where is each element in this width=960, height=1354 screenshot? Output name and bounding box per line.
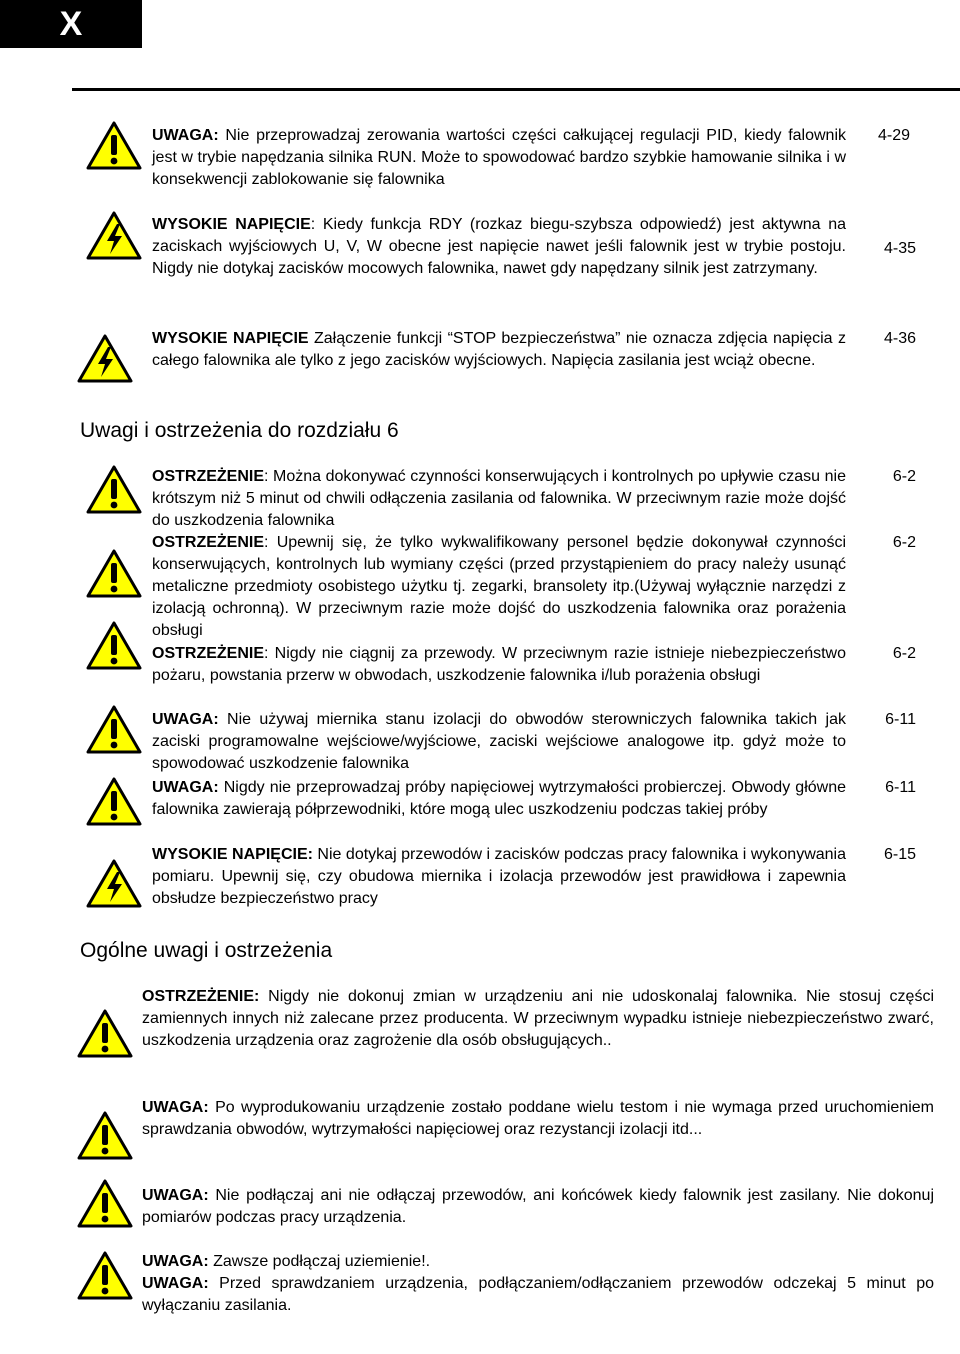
exclamation-warning-icon [86, 620, 142, 670]
note-qualified-personnel: OSTRZEŻENIE: Upewnij się, że tylko wykwalifikowany personel będzie dokonywał czynności konserwujących, kontrolnych lub wymiany części (przed przystąpieniem do pracy należy usunąć metaliczne przedmioty osobistego użytku tj. zegarki, bransolety itp.(Używaj wyłącznie narzędzi z izolacją ochronną). W przeciwnym razie może dojść do uszkodzenia falownika oraz porażenia obsługi [152, 534, 846, 639]
exclamation-warning-icon [86, 120, 142, 170]
page-ref: 6-2 [892, 468, 916, 485]
exclamation-warning-icon [77, 1250, 133, 1300]
page-ref: 6-11 [885, 779, 916, 796]
note-grounding: UWAGA: Zawsze podłączaj uziemienie!. [142, 1253, 431, 1270]
page-ref: 6-2 [892, 534, 916, 551]
note-dielectric-test: UWAGA: Nigdy nie przeprowadzaj próby napięciowej wytrzymałości probierczej. Obwody główne falownika zawierają półprzewodniki, które mogą ulec uszkodzeniu podczas takiej próby [152, 779, 846, 818]
high-voltage-icon [77, 333, 133, 383]
exclamation-warning-icon [86, 464, 142, 514]
note-wait-before-check: UWAGA: Przed sprawdzaniem urządzenia, podłączaniem/odłączaniem przewodów odczekaj 5 minut po wyłączaniu zasilania. [142, 1275, 934, 1314]
note-pid-reset: UWAGA: Nie przeprowadzaj zerowania wartości części całkującej regulacji PID, kiedy falownik jest w trybie napędzania silnika RUN. Może to spowodować bardzo szybkie hamowanie silnika i w konsekwencji zablokowanie się falownika [152, 127, 846, 188]
note-no-modifications: OSTRZEŻENIE: Nigdy nie dokonuj zmian w urządzeniu ani nie udoskonalaj falownika. Nie stosuj części zamiennych innych niż zalecane przez producenta. W przeciwnym wypadku istnieje niebezpieczeństwo zwarć, uszkodzenia urządzenia oraz zagrożenie dla osób obsługujących.. [142, 988, 934, 1049]
chapter-tab [0, 0, 142, 48]
page-ref: 6-2 [892, 645, 916, 662]
note-safe-stop: WYSOKIE NAPIĘCIE Załączenie funkcji “STOP bezpieczeństwa” nie oznacza zdjęcia napięcia z całego falownika ale tylko z jego zacisków wyjściowych. Napięcia zasilania jest wciąż obecne. [152, 330, 846, 369]
note-insulation-meter: UWAGA: Nie używaj miernika stanu izolacji do obwodów sterowniczych falownika takich jak zaciski programowalne wejściowe/wyjściowe, zaciski wejściowe analogowe itp. gdyż może to spowodować uszkodzenie falownika [152, 711, 846, 772]
page-ref: 4-35 [883, 240, 916, 257]
section-heading: Uwagi i ostrzeżenia do rozdziału 6 [80, 419, 399, 442]
section-heading: Ogólne uwagi i ostrzeżenia [80, 939, 333, 962]
note-measurement-voltage: WYSOKIE NAPIĘCIE: Nie dotykaj przewodów i zacisków podczas pracy falownika i wykonywania pomiaru. Upewnij się, czy obudowa miernika i izolacja przewodów jest prawidłowa i zapewnia obsłudze bezpieczeństwo pracy [152, 846, 847, 907]
page-ref: 6-15 [883, 846, 916, 863]
chapter-tab-label: X [59, 4, 83, 43]
exclamation-warning-icon [77, 1178, 133, 1228]
exclamation-warning-icon [86, 704, 142, 754]
high-voltage-icon [86, 210, 142, 260]
header-rule [72, 88, 960, 91]
exclamation-warning-icon [86, 776, 142, 826]
note-maintenance-wait: OSTRZEŻENIE: Można dokonywać czynności konserwujących i kontrolnych po upływie czasu nie krótszym niż 5 minut od chwili odłączenia zasilania od falownika. W przeciwnym razie może dojść do uszkodzenia falownika [152, 468, 846, 529]
note-pull-cables: OSTRZEŻENIE: Nigdy nie ciągnij za przewody. W przeciwnym razie istnieje niebezpieczeństwo pożaru, powstania przerw w obwodach, uszkodzenie falownika i/lub porażenia obsługi [152, 645, 846, 684]
page-ref: 4-29 [877, 127, 910, 144]
exclamation-warning-icon [77, 1110, 133, 1160]
exclamation-warning-icon [86, 548, 142, 598]
exclamation-warning-icon [77, 1008, 133, 1058]
page-ref: 4-36 [883, 330, 916, 347]
note-rdy-voltage: WYSOKIE NAPIĘCIE: Kiedy funkcja RDY (rozkaz biegu-szybsza odpowiedź) jest aktywna na zaciskach wyjściowych U, V, W obecne jest napięcie nawet jeśli falownik jest w trybie postoju. Nigdy nie dotykaj zacisków mocowych falownika, nawet gdy napędzany silnik jest zatrzymany. [152, 216, 847, 277]
high-voltage-icon [86, 858, 142, 908]
note-factory-tested: UWAGA: Po wyprodukowaniu urządzenie zostało poddane wielu testom i nie wymaga przed uruchomieniem sprawdzania obwodów, wytrzymałości napięciowej oraz rezystancji izolacji itd... [142, 1099, 934, 1138]
note-no-live-wiring: UWAGA: Nie podłączaj ani nie odłączaj przewodów, ani końcówek kiedy falownik jest zasilany. Nie dokonuj pomiarów podczas pracy urządzenia. [142, 1187, 934, 1226]
page-ref: 6-11 [885, 711, 916, 728]
